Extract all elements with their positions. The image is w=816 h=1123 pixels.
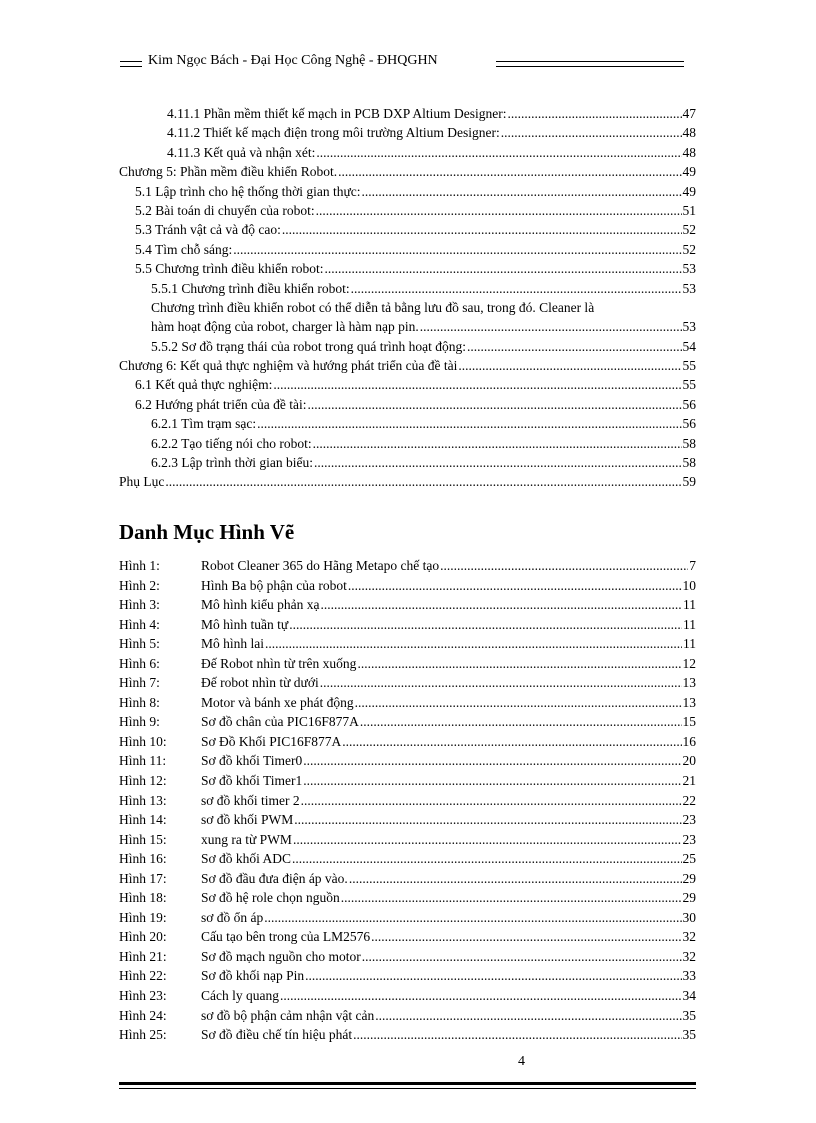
figure-page: 11 (683, 636, 696, 652)
figure-label: Hình 12: (119, 773, 167, 789)
figure-caption: Motor và bánh xe phát động (201, 694, 354, 710)
toc-entry-page: 52 (682, 241, 696, 257)
figure-page: 23 (682, 831, 696, 847)
figure-page: 11 (683, 597, 696, 613)
figure-leader-dots (301, 791, 682, 811)
figure-entry[interactable] (119, 908, 696, 928)
toc-entry-page: 56 (682, 396, 696, 412)
toc-entry-title: 6.1 Kết quả thực nghiệm: (135, 377, 273, 393)
header-title: Kim Ngọc Bách - Đại Học Công Nghệ - ĐHQGHN (148, 53, 438, 68)
toc-leader-dots (338, 162, 681, 181)
figure-page: 13 (682, 675, 696, 691)
toc-entry[interactable] (119, 472, 696, 491)
figure-label: Hình 13: (119, 792, 167, 808)
figure-leader-dots (320, 595, 682, 615)
figure-leader-dots (303, 771, 681, 791)
toc-entry-page: 55 (682, 377, 696, 393)
toc-leader-dots (273, 375, 681, 394)
figure-label: Hình 17: (119, 870, 167, 886)
toc-entry-page: 48 (682, 144, 696, 160)
figure-entry[interactable] (119, 595, 696, 615)
figure-label: Hình 14: (119, 812, 167, 828)
figure-leader-dots (303, 751, 681, 771)
toc-entry-title: 4.11.1 Phần mềm thiết kế mạch in PCB DXP Altium Designer: (167, 106, 507, 121)
figure-label: Hình 15: (119, 831, 167, 847)
figure-leader-dots (264, 908, 681, 928)
figure-entry[interactable] (119, 771, 696, 791)
figure-caption: xung ra từ PWM (201, 831, 292, 847)
figure-entry[interactable] (119, 986, 696, 1006)
figure-label: Hình 8: (119, 694, 160, 710)
figure-page: 23 (682, 812, 696, 828)
toc-entry[interactable] (119, 259, 696, 278)
toc-entry-title: 5.2 Bài toán di chuyển của robot: (135, 202, 315, 218)
figure-caption: Robot Cleaner 365 do Hãng Metapo chế tạo (201, 558, 440, 573)
toc-entry[interactable] (119, 453, 696, 472)
toc-leader-dots (257, 414, 681, 433)
figure-label: Hình 7: (119, 675, 160, 691)
figure-page: 35 (682, 1007, 696, 1023)
figure-leader-dots (341, 888, 682, 908)
figure-label: Hình 5: (119, 636, 160, 652)
toc-entry-text: Chương trình điều khiển robot có thể diễn tả bằng lưu đồ sau, trong đó. Cleaner là (151, 299, 595, 315)
figure-label: Hình 21: (119, 948, 167, 964)
figure-leader-dots (371, 927, 681, 947)
figure-label: Hình 24: (119, 1007, 167, 1023)
toc-entry-title: Chương 5: Phần mềm điều khiển Robot. (119, 164, 338, 180)
toc-entry-title: 6.2.1 Tìm trạm sạc: (151, 416, 257, 432)
figure-entry[interactable] (119, 947, 696, 967)
toc-entry[interactable] (119, 356, 696, 375)
figure-label: Hình 9: (119, 714, 160, 730)
toc-entry-title: 5.5.1 Chương trình điều khiển robot: (151, 280, 350, 296)
figure-page: 10 (682, 577, 696, 593)
figure-caption: Cách ly quang (201, 988, 279, 1004)
toc-entry-page: 53 (682, 319, 696, 335)
toc-entry[interactable] (119, 220, 696, 239)
toc-entry[interactable] (119, 104, 696, 123)
figure-caption: Sơ đồ khối nạp Pin (201, 968, 305, 984)
figure-page: 21 (682, 773, 696, 789)
figure-leader-dots (280, 986, 682, 1006)
figure-label: Hình 6: (119, 655, 160, 671)
figure-entry[interactable] (119, 810, 696, 830)
toc-entry-page: 53 (682, 261, 696, 277)
figure-caption: sơ đồ ổn áp (201, 909, 264, 925)
figure-page: 30 (682, 909, 696, 925)
toc-entry[interactable] (119, 337, 696, 356)
toc-leader-dots (467, 337, 682, 356)
figure-leader-dots (360, 712, 682, 732)
figure-entry[interactable] (119, 634, 696, 654)
figure-page: 16 (682, 733, 696, 749)
figure-label: Hình 25: (119, 1027, 167, 1043)
figure-label: Hình 20: (119, 929, 167, 945)
toc-leader-dots (507, 104, 681, 123)
figure-page: 32 (682, 948, 696, 964)
figure-leader-dots (289, 615, 682, 635)
figure-caption: Sơ đồ mạch nguồn cho motor (201, 948, 361, 964)
figure-leader-dots (305, 966, 681, 986)
header-rule-left (120, 61, 142, 67)
figure-caption: Sơ đồ điều chế tín hiệu phát (201, 1027, 353, 1043)
figure-leader-dots (353, 1025, 681, 1045)
figures-section-title: Danh Mục Hình Vẽ (119, 520, 295, 544)
figure-page: 22 (682, 792, 696, 808)
figure-label: Hình 3: (119, 597, 160, 613)
figure-page: 32 (682, 929, 696, 945)
toc-entry-page: 59 (682, 474, 696, 490)
toc-entry-page: 53 (682, 280, 696, 296)
table-of-contents (119, 104, 696, 492)
figure-label: Hình 4: (119, 616, 160, 632)
figure-label: Hình 23: (119, 988, 167, 1004)
toc-entry-page: 47 (682, 106, 696, 121)
header-rule-right (496, 61, 684, 67)
figure-entry[interactable] (119, 927, 696, 947)
figure-entry[interactable] (119, 830, 696, 850)
toc-leader-dots (420, 317, 682, 336)
figure-entry[interactable] (119, 556, 696, 576)
toc-entry-page: 58 (682, 435, 696, 451)
toc-entry-title: Chương 6: Kết quả thực nghiệm và hướng phát triển của đề tài (119, 358, 458, 374)
figure-entry[interactable] (119, 966, 696, 986)
list-of-figures (119, 556, 696, 1045)
figure-caption: sơ đồ khối PWM (201, 812, 294, 828)
footer-rule (119, 1082, 696, 1089)
figure-caption: Sơ Đồ Khối PIC16F877A (201, 733, 342, 749)
toc-leader-dots (282, 220, 682, 239)
toc-leader-dots (313, 434, 682, 453)
figure-caption: Cấu tạo bên trong của LM2576 (201, 929, 371, 945)
figure-caption: Sơ đồ khối ADC (201, 851, 292, 867)
figure-entry[interactable] (119, 888, 696, 908)
toc-leader-dots (308, 395, 682, 414)
figure-caption: Sơ đồ hệ role chọn nguồn (201, 890, 340, 906)
toc-leader-dots (362, 182, 682, 201)
figure-page: 13 (682, 694, 696, 710)
figure-entry[interactable] (119, 791, 696, 811)
figure-caption: sơ đồ khối timer 2 (201, 792, 300, 808)
toc-entry-page: 56 (682, 416, 696, 432)
figure-caption: Đế Robot nhìn từ trên xuống (201, 655, 357, 671)
figure-page: 20 (682, 753, 696, 769)
toc-entry-page: 49 (682, 183, 696, 199)
toc-entry-title: 6.2 Hướng phát triển của đề tài: (135, 396, 307, 412)
figure-caption: Sơ đồ khối Timer1 (201, 773, 303, 789)
figure-page: 11 (683, 616, 696, 632)
figure-leader-dots (342, 732, 681, 752)
figure-leader-dots (320, 673, 682, 693)
figure-label: Hình 10: (119, 733, 167, 749)
toc-entry[interactable] (119, 434, 696, 453)
toc-entry[interactable] (119, 123, 696, 142)
figure-page: 29 (682, 870, 696, 886)
toc-entry[interactable] (119, 375, 696, 394)
toc-entry[interactable] (119, 143, 696, 162)
toc-leader-dots (458, 356, 681, 375)
toc-entry-title: 5.5.2 Sơ đồ trạng thái của robot trong quá trình hoạt động: (151, 338, 466, 354)
toc-entry-title: 5.5 Chương trình điều khiển robot: (135, 261, 324, 277)
figure-caption: sơ đồ bộ phận cảm nhận vật cản (201, 1007, 375, 1023)
toc-entry[interactable] (119, 201, 696, 220)
figure-label: Hình 16: (119, 851, 167, 867)
figure-leader-dots (349, 869, 682, 889)
figure-page: 33 (682, 968, 696, 984)
figure-page: 34 (682, 988, 696, 1004)
figure-entry[interactable] (119, 849, 696, 869)
toc-leader-dots (501, 123, 682, 142)
toc-leader-dots (233, 240, 681, 259)
figure-page: 29 (682, 890, 696, 906)
figure-entry[interactable] (119, 693, 696, 713)
figure-entry[interactable] (119, 615, 696, 635)
figure-label: Hình 1: (119, 558, 160, 573)
page-header (120, 52, 684, 72)
figure-leader-dots (355, 693, 682, 713)
figure-page: 12 (682, 655, 696, 671)
figure-page: 15 (682, 714, 696, 730)
toc-entry-page: 54 (682, 338, 696, 354)
figure-label: Hình 22: (119, 968, 167, 984)
figure-leader-dots (357, 654, 681, 674)
toc-entry-page: 51 (682, 202, 696, 218)
figure-leader-dots (375, 1006, 681, 1026)
figure-leader-dots (362, 947, 682, 967)
page-number: 4 (518, 1054, 525, 1069)
figure-label: Hình 18: (119, 890, 167, 906)
figure-label: Hình 11: (119, 753, 167, 769)
figure-caption: Sơ đồ khối Timer0 (201, 753, 303, 769)
figure-leader-dots (265, 634, 682, 654)
figure-leader-dots (293, 830, 682, 850)
toc-entry[interactable] (119, 182, 696, 201)
figure-caption: Sơ đồ đầu đưa điện áp vào. (201, 870, 348, 886)
toc-entry[interactable] (119, 279, 696, 298)
toc-entry-page: 49 (682, 164, 696, 180)
toc-entry-title: 5.4 Tìm chỗ sáng: (135, 241, 233, 257)
toc-entry-title: 6.2.2 Tạo tiếng nói cho robot: (151, 435, 312, 451)
figure-entry[interactable] (119, 654, 696, 674)
figure-caption: Mô hình lai (201, 636, 264, 652)
figure-leader-dots (292, 849, 681, 869)
toc-entry-page: 58 (682, 455, 696, 471)
figure-caption: Sơ đồ chân của PIC16F877A (201, 714, 359, 730)
toc-leader-dots (316, 201, 682, 220)
figure-entry[interactable] (119, 1006, 696, 1026)
toc-entry-title: 4.11.3 Kết quả và nhận xét: (167, 144, 316, 160)
figure-page: 25 (682, 851, 696, 867)
toc-entry-title: 4.11.2 Thiết kế mạch điện trong môi trường Altium Designer: (167, 125, 500, 141)
toc-entry-title: Phụ Lục (119, 474, 165, 490)
toc-entry-title: hàm hoạt động của robot, charger là hàm nạp pin. (151, 319, 419, 335)
toc-entry[interactable] (119, 162, 696, 181)
figure-page: 35 (682, 1027, 696, 1043)
figure-caption: Hình Ba bộ phận của robot (201, 577, 347, 593)
toc-entry-page: 55 (682, 358, 696, 374)
figure-leader-dots (440, 556, 688, 576)
toc-entry-page: 52 (682, 222, 696, 238)
figure-entry[interactable] (119, 1025, 696, 1045)
figure-caption: Mô hình kiểu phản xạ (201, 597, 320, 613)
figure-entry[interactable] (119, 751, 696, 771)
figure-entry[interactable] (119, 673, 696, 693)
figure-label: Hình 19: (119, 909, 167, 925)
toc-entry[interactable] (119, 317, 696, 336)
figure-leader-dots (348, 576, 682, 596)
toc-entry-page: 48 (682, 125, 696, 141)
toc-entry[interactable] (119, 414, 696, 433)
toc-entry-title: 6.2.3 Lập trình thời gian biểu: (151, 455, 313, 471)
figure-entry[interactable] (119, 576, 696, 596)
toc-leader-dots (351, 279, 682, 298)
figure-caption: Mô hình tuần tự (201, 616, 289, 632)
figure-page: 7 (689, 558, 696, 573)
toc-leader-dots (314, 453, 682, 472)
toc-entry-title: 5.3 Tránh vật cả và độ cao: (135, 222, 281, 238)
toc-leader-dots (324, 259, 681, 278)
toc-entry[interactable] (119, 395, 696, 414)
toc-entry[interactable] (119, 240, 696, 259)
toc-leader-dots (316, 143, 681, 162)
figure-entry[interactable] (119, 712, 696, 732)
figure-label: Hình 2: (119, 577, 160, 593)
figure-leader-dots (294, 810, 681, 830)
toc-entry-title: 5.1 Lập trình cho hệ thống thời gian thực: (135, 183, 361, 199)
figure-entry[interactable] (119, 869, 696, 889)
figure-caption: Đế robot nhìn từ dưới (201, 675, 319, 691)
toc-leader-dots (165, 472, 681, 491)
figure-entry[interactable] (119, 732, 696, 752)
